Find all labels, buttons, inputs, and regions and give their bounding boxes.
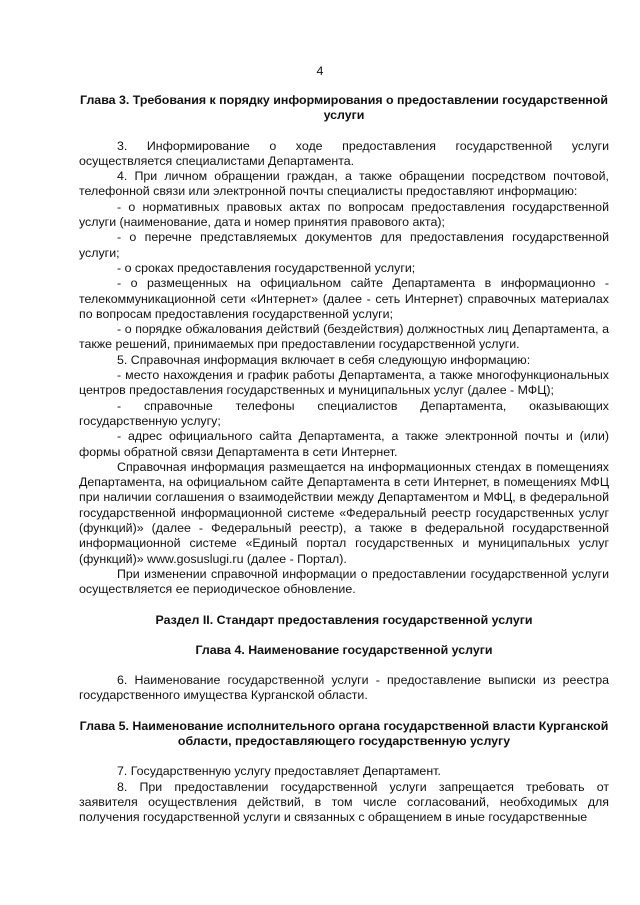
list-item: - о нормативных правовых актах по вопросам предоставления государственной услуги (наименование, дата и номер принятия правового акта); [79,199,609,230]
list-item: - адрес официального сайта Департамента, а также электронной почты и (или) формы обратной связи Департамента в сети Интернет. [79,429,609,459]
chapter4-heading: Глава 4. Наименование государственной услуги [195,642,493,657]
list-item: - место нахождения и график работы Департамента, а также многофункциональных центров предоставления государственных и муниципальных услуг (далее - МФЦ); [79,368,609,398]
section2-heading: Раздел II. Стандарт предоставления государственной услуги [155,612,533,627]
paragraph: 3. Информирование о ходе предоставления государственной услуги осуществляется специалистами Департамента. [79,138,609,168]
page-number: 4 [316,64,324,78]
list-item: - справочные телефоны специалистов Департамента, оказывающих государственную услугу; [79,398,609,428]
paragraph: 6. Наименование государственной услуги - предоставление выписки из реестра государственного имущества Курганской области. [79,673,609,703]
list-item: - о перечне представляемых документов для предоставления государственной услуги; [79,230,609,260]
chapter3-text [79,139,609,598]
paragraph: 4. При личном обращении граждан, а также обращении посредством почтовой, телефонной связи или электронной почты специалисты предоставляют информацию: [79,169,609,199]
paragraph: 7. Государственную услугу предоставляет Департамент. [117,764,441,779]
chapter3-heading: Глава 3. Требования к порядку информирования о предоставлении государственной услуги [80,93,608,123]
list-item: - о размещенных на официальном сайте Департамента в информационно - телекоммуникационной сети «Интернет» (далее - сеть Интернет) справочных материалах по вопросам предоставления государственной услуги; [79,276,609,321]
document-body [79,93,609,825]
list-item: - о порядке обжалования действий (бездействия) должностных лиц Департамента, а также решений, принимаемых при предоставлении государственной услуги. [79,322,609,352]
paragraph: Справочная информация размещается на информационных стендах в помещениях Департамента, на официальном сайте Департамента в сети Интернет, в помещениях МФЦ при наличии соглашения о взаимодействии между Департаментом и МФЦ, в федеральной государственной информационной системе «Федеральный реестр государственных услуг (функций)» (далее - Федеральный реестр), а также в федеральной государственной информационной системе «Единый портал государственных и муниципальных услуг (функций)» www.gosuslugi.ru (далее - Портал). [79,459,609,566]
list-item: - о сроках предоставления государственной услуги; [117,260,416,275]
chapter5-heading: Глава 5. Наименование исполнительного органа государственной власти Курганской области, предоставляющего государственную услугу [79,718,609,748]
paragraph: 5. Справочная информация включает в себя следующую информацию: [117,352,531,367]
paragraph: 8. При предоставлении государственной услуги запрещается требовать от заявителя осуществления действий, в том числе согласований, необходимых для получения государственной услуги и связанных с обращением в иные государственные [79,779,609,825]
paragraph: При изменении справочной информации о предоставлении государственной услуги осуществляется ее периодическое обновление. [79,566,609,597]
